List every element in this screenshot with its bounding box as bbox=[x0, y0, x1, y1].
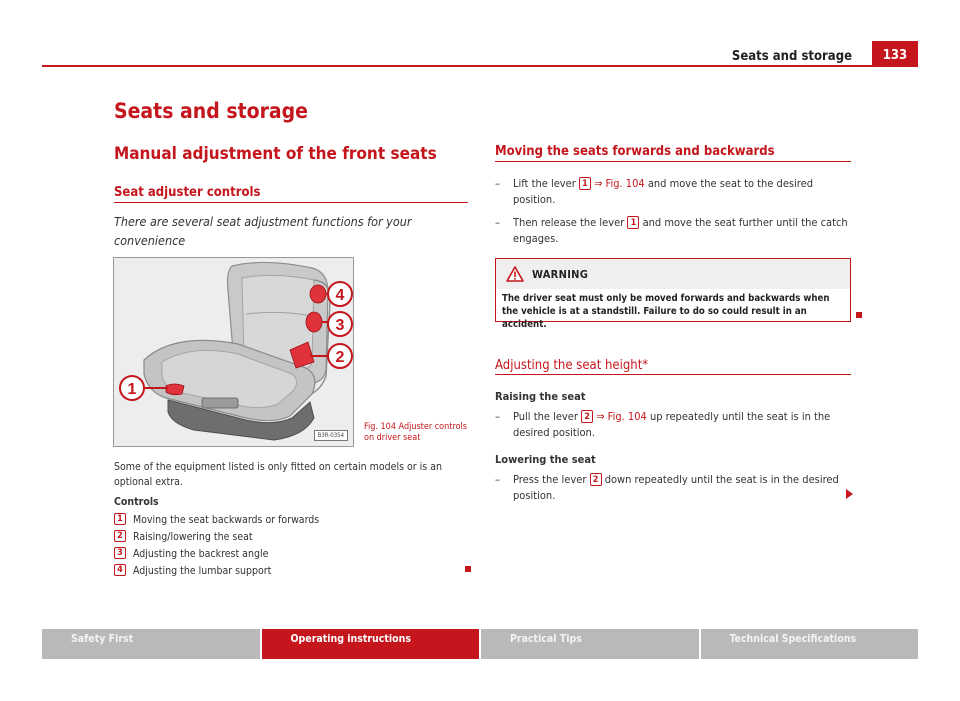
seat-height-rule bbox=[495, 374, 851, 375]
section-end-mark bbox=[856, 312, 862, 318]
step-item bbox=[495, 409, 851, 441]
figure-link[interactable]: ⇒ Fig. 104 bbox=[596, 410, 647, 423]
warning-triangle-icon bbox=[506, 266, 524, 282]
moving-seats-title: Moving the seats forwards and backwards bbox=[495, 144, 775, 159]
dash-marker: – bbox=[495, 177, 500, 190]
controls-label: Controls bbox=[114, 496, 159, 508]
step-text: and move the seat to the desired position. bbox=[513, 177, 814, 206]
control-text: Moving the seat backwards or forwards bbox=[133, 514, 320, 526]
step-text: down repeatedly until the seat is in the desired position. bbox=[513, 473, 839, 502]
footer-tab-safety-first[interactable]: Safety First bbox=[42, 629, 260, 659]
footer-tab-technical-specifications[interactable]: Technical Specifications bbox=[701, 629, 919, 659]
seat-illustration bbox=[114, 258, 354, 447]
section-end-mark bbox=[465, 566, 471, 572]
dash-marker: – bbox=[495, 473, 500, 486]
control-text: Adjusting the backrest angle bbox=[133, 548, 269, 560]
callout-3-label: 3 bbox=[335, 317, 345, 334]
dash-marker: – bbox=[495, 410, 500, 423]
footer-nav bbox=[42, 629, 918, 659]
seat-figure bbox=[113, 257, 354, 447]
dash-marker: – bbox=[495, 216, 500, 229]
subsection-title: Seat adjuster controls bbox=[114, 185, 261, 200]
moving-seats-rule bbox=[495, 161, 851, 162]
callout-1-label: 1 bbox=[127, 381, 137, 398]
section-title: Manual adjustment of the front seats bbox=[114, 144, 437, 164]
step-text: Press the lever bbox=[513, 473, 587, 486]
warning-text: The driver seat must only be moved forwards and backwards when the vehicle is at a standstill. Failure to do so could result in an accident. bbox=[502, 293, 830, 330]
running-header-title: Seats and storage bbox=[731, 49, 852, 64]
step-item bbox=[495, 176, 851, 208]
lowering-label: Lowering the seat bbox=[495, 453, 596, 466]
header-rule bbox=[42, 65, 918, 67]
step-text: Then release the lever bbox=[513, 216, 625, 229]
seat-height-title: Adjusting the seat height* bbox=[495, 358, 649, 373]
number-badge: 2 bbox=[114, 530, 126, 542]
intro-text: There are several seat adjustment functions for your convenience bbox=[114, 214, 412, 248]
step-text: up repeatedly until the seat is in the desired position. bbox=[513, 410, 831, 439]
figure-link[interactable]: ⇒ Fig. 104 bbox=[594, 177, 645, 190]
step-item bbox=[495, 215, 851, 247]
callout-4-label: 4 bbox=[335, 287, 345, 304]
list-item bbox=[114, 564, 468, 581]
number-badge: 2 bbox=[581, 410, 593, 423]
continue-arrow-icon bbox=[846, 489, 853, 499]
page-number: 133 bbox=[872, 41, 918, 67]
number-badge: 2 bbox=[590, 473, 602, 486]
number-badge: 3 bbox=[114, 547, 126, 559]
subsection-rule bbox=[114, 202, 468, 203]
list-item bbox=[114, 547, 468, 564]
equipment-note: Some of the equipment listed is only fitted on certain models or is an optional extra. bbox=[114, 461, 442, 488]
figure-code: B3R-0354 bbox=[314, 430, 348, 441]
control-text: Adjusting the lumbar support bbox=[133, 565, 272, 577]
step-text: Pull the lever bbox=[513, 410, 578, 423]
number-badge: 4 bbox=[114, 564, 126, 576]
number-badge: 1 bbox=[579, 177, 591, 190]
controls-list bbox=[114, 513, 468, 581]
warning-header bbox=[496, 259, 850, 289]
footer-tab-practical-tips[interactable]: Practical Tips bbox=[481, 629, 699, 659]
number-badge: 1 bbox=[114, 513, 126, 525]
number-badge: 1 bbox=[627, 216, 639, 229]
step-text: and move the seat further until the catch engages. bbox=[513, 216, 848, 245]
step-text: Lift the lever bbox=[513, 177, 576, 190]
callout-2-label: 2 bbox=[335, 349, 345, 366]
list-item bbox=[114, 513, 468, 530]
list-item bbox=[114, 530, 468, 547]
footer-tab-operating-instructions[interactable]: Operating instructions bbox=[262, 629, 480, 659]
step-item bbox=[495, 472, 851, 504]
chapter-title: Seats and storage bbox=[114, 99, 308, 123]
warning-label: WARNING bbox=[532, 268, 589, 281]
warning-box bbox=[495, 258, 851, 330]
control-text: Raising/lowering the seat bbox=[133, 531, 253, 543]
raising-label: Raising the seat bbox=[495, 390, 586, 403]
figure-caption: Fig. 104 Adjuster controls on driver seat bbox=[364, 422, 467, 443]
